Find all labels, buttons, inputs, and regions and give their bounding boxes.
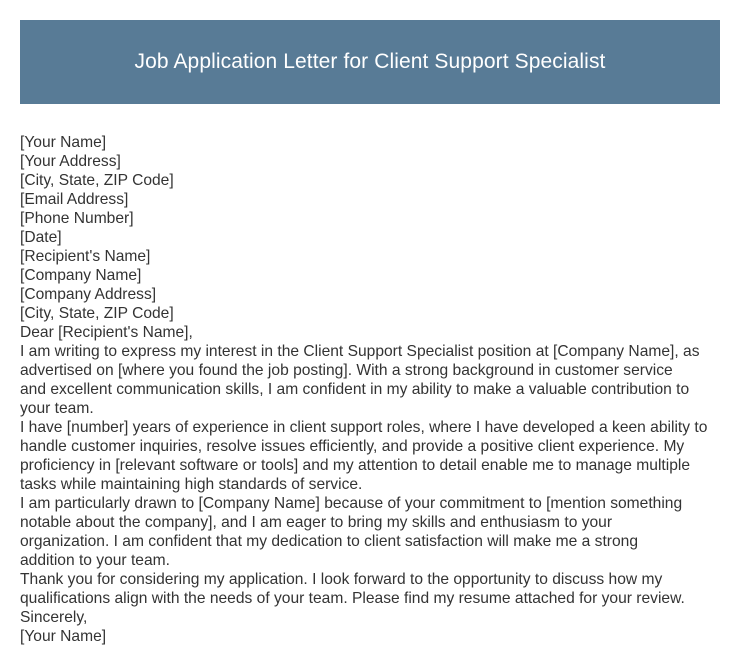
paragraph-line: and excellent communication skills, I am confident in my ability to make a valuable contribution to	[20, 381, 690, 398]
paragraph-line: organization. I am confident that my dedication to client satisfaction will make me a strong	[20, 533, 638, 550]
sender-address: [Your Address]	[20, 153, 121, 170]
recipient-city-state-zip: [City, State, ZIP Code]	[20, 305, 174, 322]
sender-email: [Email Address]	[20, 191, 129, 208]
sender-phone: [Phone Number]	[20, 210, 134, 227]
paragraph-line: addition to your team.	[20, 552, 170, 569]
recipient-company-address: [Company Address]	[20, 286, 157, 303]
page-title: Job Application Letter for Client Support Specialist	[134, 50, 606, 73]
paragraph-line: I am particularly drawn to [Company Name] because of your commitment to [mention something	[20, 495, 683, 512]
recipient-company: [Company Name]	[20, 267, 142, 284]
paragraph-experience	[20, 418, 720, 494]
paragraph-line: tasks while maintaining high standards of service.	[20, 476, 363, 493]
paragraph-line: notable about the company], and I am eager to bring my skills and enthusiasm to your	[20, 514, 613, 531]
paragraph-intro	[20, 342, 720, 418]
paragraph-thanks	[20, 570, 720, 608]
sender-city-state-zip: [City, State, ZIP Code]	[20, 172, 174, 189]
salutation: Dear [Recipient's Name],	[20, 324, 193, 341]
closing: Sincerely,	[20, 609, 88, 626]
recipient-name: [Recipient's Name]	[20, 248, 151, 265]
paragraph-line: your team.	[20, 400, 94, 417]
paragraph-line: Thank you for considering my application. I look forward to the opportunity to discuss how my	[20, 571, 663, 588]
paragraph-line: qualifications align with the needs of your team. Please find my resume attached for your review.	[20, 590, 685, 607]
paragraph-line: handle customer inquiries, resolve issues efficiently, and provide a positive client experience. My	[20, 438, 685, 455]
paragraph-line: proficiency in [relevant software or tools] and my attention to detail enable me to manage multiple	[20, 457, 691, 474]
paragraph-line: advertised on [where you found the job posting]. With a strong background in customer service	[20, 362, 673, 379]
letter-body	[20, 133, 720, 646]
paragraph-line: I am writing to express my interest in the Client Support Specialist position at [Company Name], as	[20, 343, 700, 360]
letter-date: [Date]	[20, 229, 62, 246]
signature: [Your Name]	[20, 628, 107, 645]
page-header	[20, 20, 720, 104]
sender-name: [Your Name]	[20, 134, 107, 151]
paragraph-line: I have [number] years of experience in client support roles, where I have developed a keen ability to	[20, 419, 708, 436]
paragraph-motivation	[20, 494, 720, 570]
